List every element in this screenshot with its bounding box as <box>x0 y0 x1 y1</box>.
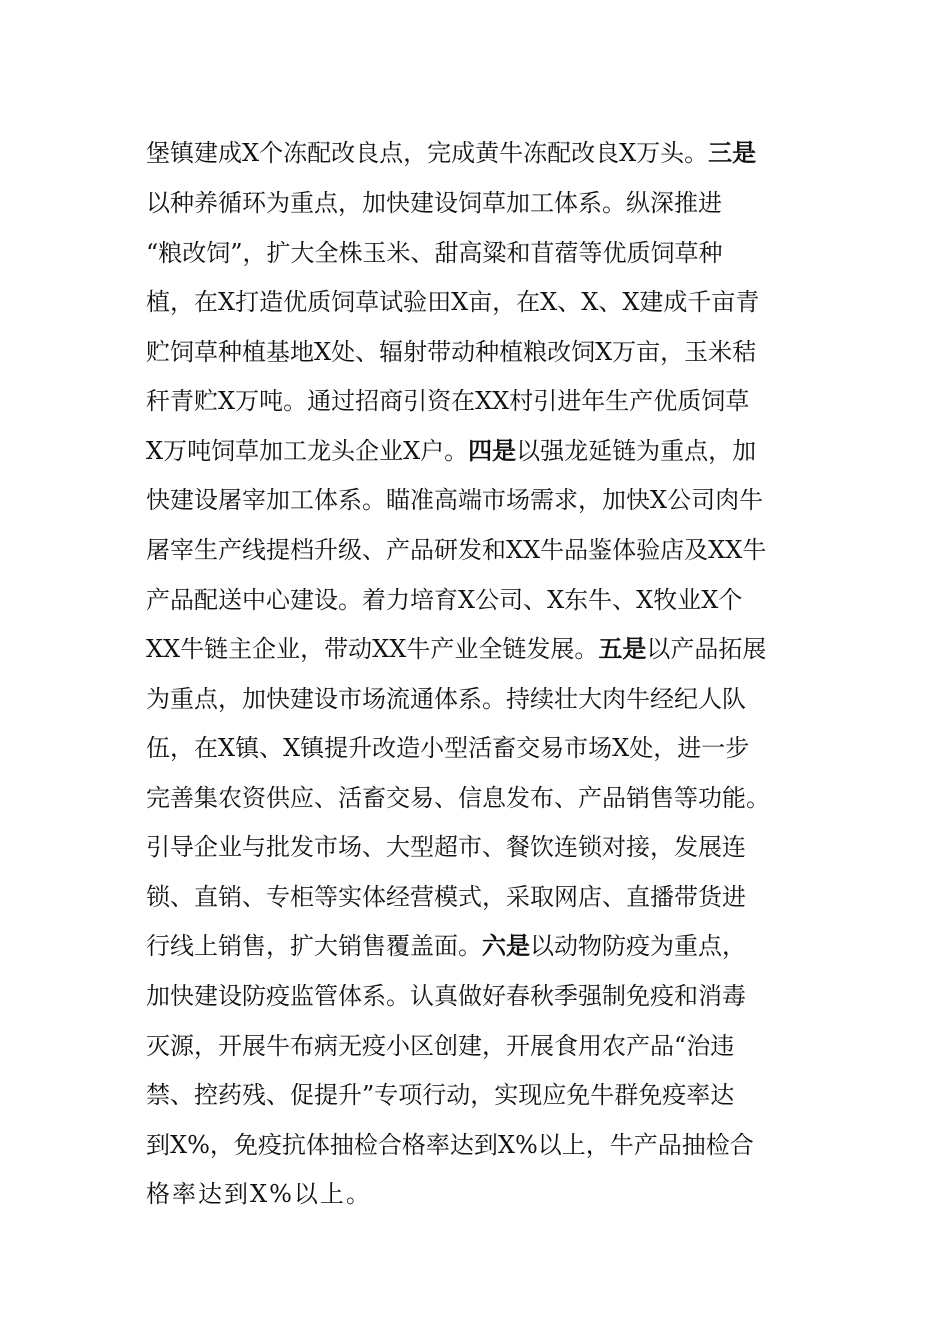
line-text-tail: 以产品拓展 <box>646 635 767 663</box>
line-text: 屠宰生产线提档升级、产品研发和XX牛品鉴体验店及XX牛 <box>146 536 767 564</box>
line-text-tail: 以强龙延链为重点，加 <box>516 437 757 465</box>
text-line <box>146 786 836 836</box>
line-text: 植，在X打造优质饲草试验田X亩，在X、X、X建成千亩青 <box>146 288 760 316</box>
text-line <box>146 141 836 191</box>
line-text: 堡镇建成X个冻配改良点，完成黄牛冻配改良X万头。 <box>146 139 709 167</box>
text-line <box>146 835 836 885</box>
bold-marker: 六是 <box>482 932 530 960</box>
bold-marker: 三是 <box>708 139 757 167</box>
line-text-tail: 以动物防疫为重点， <box>530 932 746 960</box>
line-text: 行线上销售，扩大销售覆盖面。 <box>146 932 482 960</box>
line-text: 禁、控药残、促提升”专项行动，实现应免牛群免疫率达 <box>146 1081 735 1109</box>
line-text: 秆青贮X万吨。通过招商引资在XX村引进年生产优质饲草 <box>146 387 750 415</box>
line-text: 灭源，开展牛布病无疫小区创建，开展食用农产品“治违 <box>146 1032 735 1060</box>
text-line <box>146 1133 836 1183</box>
line-text: 到X%，免疫抗体抽检合格率达到X%以上，牛产品抽检合 <box>146 1131 754 1159</box>
line-text: 贮饲草种植基地X处、辐射带动种植粮改饲X万亩，玉米秸 <box>146 338 757 366</box>
line-text: 快建设屠宰加工体系。瞄准高端市场需求，加快X公司肉牛 <box>146 486 764 514</box>
text-line <box>146 637 836 687</box>
text-line <box>146 885 836 935</box>
text-line <box>146 439 836 489</box>
line-text: 伍，在X镇、X镇提升改造小型活畜交易市场X处，进一步 <box>146 734 750 762</box>
line-text: 格率达到X%以上。 <box>146 1180 372 1208</box>
line-text: 为重点，加快建设市场流通体系。持续壮大肉牛经纪人队 <box>146 685 746 713</box>
bold-marker: 五是 <box>598 635 647 663</box>
line-text: 产品配送中心建设。着力培育X公司、X东牛、X牧业X个 <box>146 586 743 614</box>
text-line <box>146 1034 836 1084</box>
text-line <box>146 736 836 786</box>
line-text: 完善集农资供应、活畜交易、信息发布、产品销售等功能。 <box>146 784 770 812</box>
text-line <box>146 687 836 737</box>
text-line <box>146 1182 836 1232</box>
line-text: 锁、直销、专柜等实体经营模式，采取网店、直播带货进 <box>146 883 746 911</box>
text-line <box>146 934 836 984</box>
line-text: XX牛链主企业，带动XX牛产业全链发展。 <box>146 635 599 663</box>
text-line <box>146 290 836 340</box>
line-text: “粮改饲”，扩大全株玉米、甜高粱和苜蓿等优质饲草种 <box>146 239 723 267</box>
text-line <box>146 191 836 241</box>
line-text: 以种养循环为重点，加快建设饲草加工体系。纵深推进 <box>146 189 722 217</box>
bold-marker: 四是 <box>468 437 517 465</box>
text-line <box>146 488 836 538</box>
text-line <box>146 340 836 390</box>
line-text: 引导企业与批发市场、大型超市、餐饮连锁对接，发展连 <box>146 833 746 861</box>
text-line <box>146 588 836 638</box>
text-line <box>146 984 836 1034</box>
text-line <box>146 1083 836 1133</box>
line-text: X万吨饲草加工龙头企业X户。 <box>146 437 469 465</box>
text-line <box>146 241 836 291</box>
line-text: 加快建设防疫监管体系。认真做好春秋季强制免疫和消毒 <box>146 982 746 1010</box>
text-line <box>146 389 836 439</box>
text-line <box>146 538 836 588</box>
